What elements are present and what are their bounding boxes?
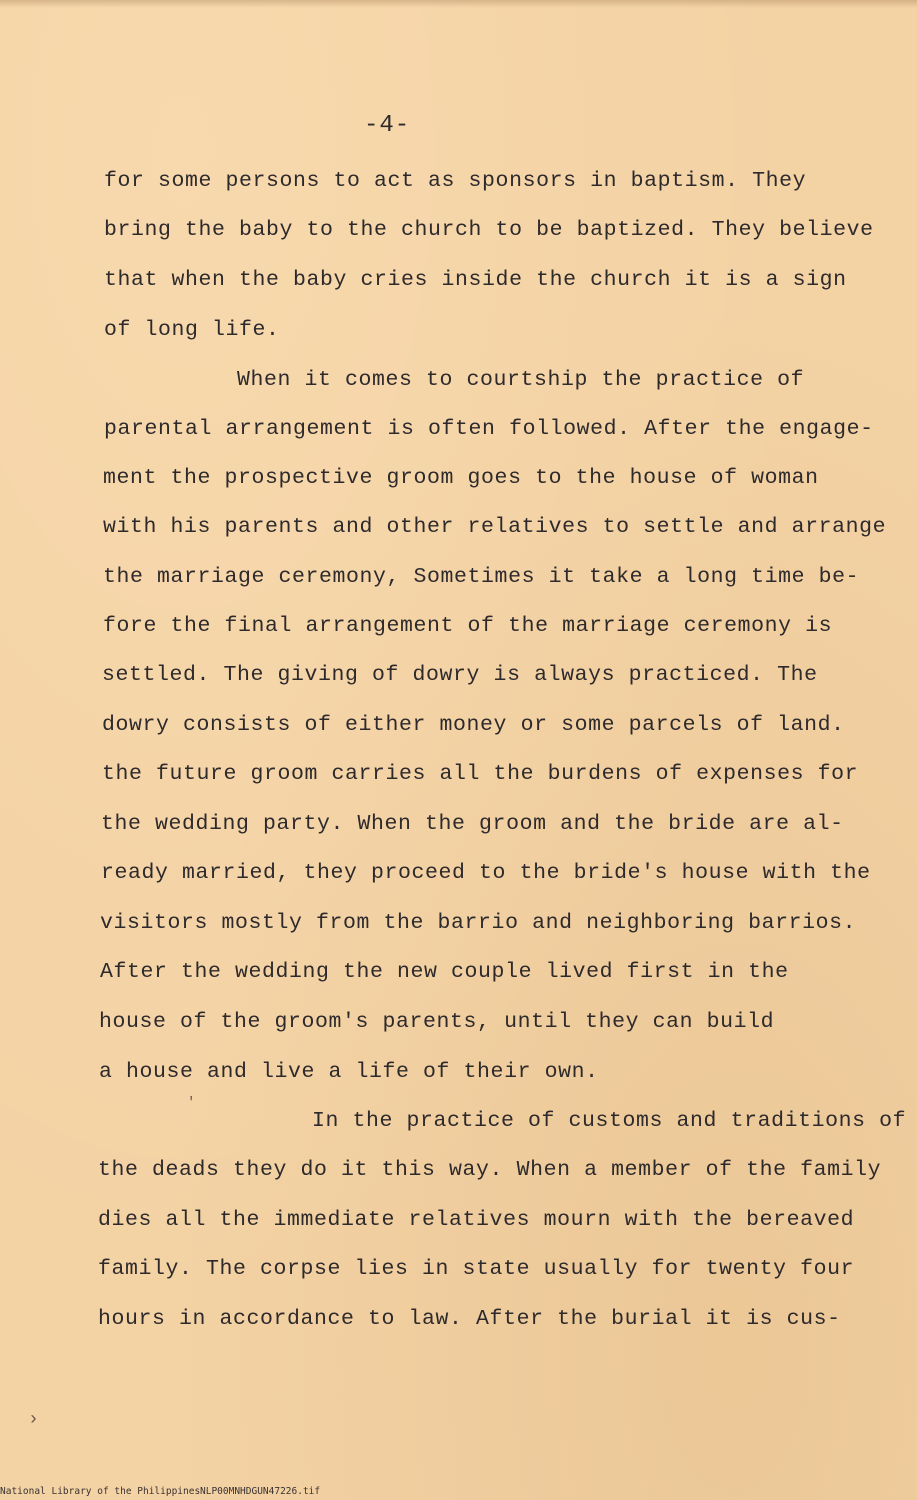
text-line: of long life. — [104, 318, 280, 342]
text-line: the marriage ceremony, Sometimes it take a long time be- — [103, 565, 860, 589]
text-line: In the practice of customs and traditions of — [312, 1109, 907, 1133]
text-line: hours in accordance to law. After the burial it is cus- — [98, 1307, 841, 1331]
text-line: fore the final arrangement of the marriage ceremony is — [103, 614, 833, 638]
text-line: ment the prospective groom goes to the house of woman — [103, 466, 819, 490]
text-line: the wedding party. When the groom and the bride are al- — [101, 812, 844, 836]
text-line: settled. The giving of dowry is always practiced. The — [102, 663, 818, 687]
page-top-edge — [0, 0, 917, 8]
text-line: After the wedding the new couple lived first in the — [100, 960, 789, 984]
text-line: dowry consists of either money or some parcels of land. — [102, 713, 845, 737]
text-line: When it comes to courtship the practice of — [237, 368, 805, 392]
text-line: dies all the immediate relatives mourn with the bereaved — [98, 1208, 855, 1232]
text-line: bring the baby to the church to be baptized. They believe — [104, 218, 874, 242]
text-line: parental arrangement is often followed. After the engage- — [104, 417, 874, 441]
footer-filename: NLP00MNHDGUN47226.tif — [200, 1486, 321, 1497]
ink-mark: ' — [187, 1095, 196, 1111]
text-line: family. The corpse lies in state usually for twenty four — [98, 1257, 855, 1281]
text-line: visitors mostly from the barrio and neighboring barrios. — [100, 911, 857, 935]
ink-mark: › — [28, 1410, 39, 1430]
text-line: house of the groom's parents, until they can build — [99, 1010, 775, 1034]
text-line: a house and live a life of their own. — [99, 1060, 599, 1084]
text-line: the future groom carries all the burdens of expenses for — [102, 762, 859, 786]
text-line: the deads they do it this way. When a member of the family — [98, 1158, 882, 1182]
text-line: with his parents and other relatives to settle and arrange — [103, 515, 887, 539]
text-line: for some persons to act as sponsors in baptism. They — [104, 169, 807, 193]
footer-library-credit: National Library of the Philippines — [0, 1486, 201, 1497]
text-line: that when the baby cries inside the church it is a sign — [104, 268, 847, 292]
text-line: ready married, they proceed to the bride's house with the — [101, 861, 871, 885]
page-number: -4- — [364, 112, 411, 139]
